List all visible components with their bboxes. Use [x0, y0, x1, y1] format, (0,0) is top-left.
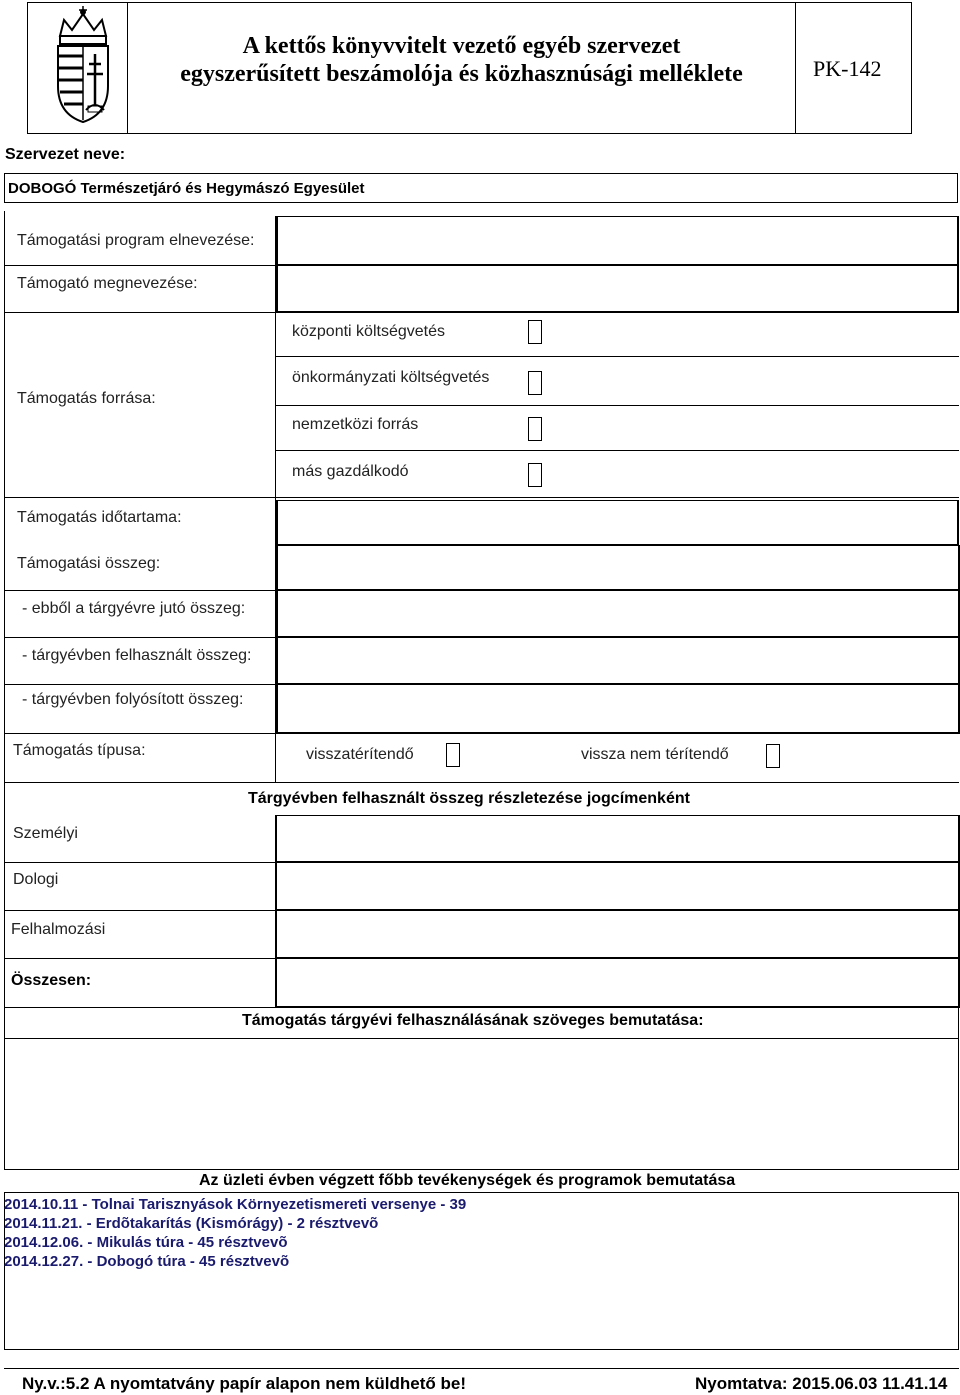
- row-separator: [4, 497, 959, 498]
- text-section-heading: Támogatás tárgyévi felhasználásának szöveges bemutatása:: [242, 1012, 704, 1029]
- amount-year-label: - ebből a tárgyévre jutó összeg:: [22, 600, 246, 617]
- activity-item: 2014.12.27. - Dobogó túra - 45 résztvevõ: [4, 1253, 290, 1270]
- source-checkbox-other-business[interactable]: [528, 463, 542, 487]
- breakdown-personal-label: Személyi: [13, 825, 78, 842]
- footer-rule: [4, 1368, 959, 1369]
- org-name-value: DOBOGÓ Természetjáró és Hegymászó Egyesület: [8, 180, 365, 197]
- program-name-label: Támogatási program elnevezése:: [17, 232, 255, 249]
- duration-label: Támogatás időtartama:: [17, 509, 182, 526]
- org-name-label: Szervezet neve:: [5, 146, 126, 163]
- amount-paid-field[interactable]: [276, 684, 960, 734]
- breakdown-heading: Tárgyévben felhasznált összeg részletezése jogcímenként: [248, 790, 690, 807]
- row-separator: [4, 637, 276, 638]
- row-separator: [4, 684, 276, 685]
- form-title: [128, 32, 795, 88]
- program-name-field[interactable]: [276, 216, 959, 266]
- breakdown-material-label: Dologi: [13, 871, 59, 888]
- text-section-field[interactable]: [4, 1038, 959, 1170]
- row-separator: [4, 958, 276, 959]
- source-option-label: központi költségvetés: [292, 323, 445, 340]
- row-separator: [4, 862, 276, 863]
- breakdown-total-label: Összesen:: [11, 972, 92, 989]
- amount-used-field[interactable]: [276, 637, 960, 685]
- type-nonrepayable-label: vissza nem térítendő: [581, 746, 729, 763]
- row-separator: [276, 356, 959, 357]
- source-checkbox-central[interactable]: [528, 320, 542, 344]
- activity-item: 2014.10.11 - Tolnai Tarisznyások Környezetismereti versenye - 39: [4, 1196, 467, 1213]
- coat-of-arms-icon: [50, 6, 116, 124]
- footer-right: Nyomtatva: 2015.06.03 11.41.14: [695, 1374, 948, 1393]
- supporter-label: Támogató megnevezése:: [17, 275, 198, 292]
- source-checkbox-municipal[interactable]: [528, 371, 542, 395]
- breakdown-total-field[interactable]: [275, 958, 960, 1008]
- activity-item: 2014.12.06. - Mikulás túra - 45 résztvevõ: [4, 1234, 288, 1251]
- amount-paid-label: - tárgyévben folyósított összeg:: [22, 691, 244, 708]
- type-label: Támogatás típusa:: [13, 742, 146, 759]
- row-separator: [4, 265, 276, 266]
- source-option-label: nemzetközi forrás: [292, 416, 419, 433]
- duration-field[interactable]: [276, 500, 959, 546]
- row-separator: [276, 405, 959, 406]
- amount-used-label: - tárgyévben felhasznált összeg:: [22, 647, 252, 664]
- breakdown-capital-label: Felhalmozási: [11, 921, 106, 938]
- breakdown-material-field[interactable]: [275, 862, 960, 911]
- type-repayable-checkbox[interactable]: [446, 743, 460, 767]
- header-divider-right: [795, 2, 796, 134]
- breakdown-personal-field[interactable]: [275, 815, 960, 863]
- activities-heading: Az üzleti évben végzett főbb tevékenységek és programok bemutatása: [199, 1172, 736, 1189]
- row-separator: [4, 590, 276, 591]
- amount-field[interactable]: [276, 545, 960, 591]
- row-separator: [4, 312, 276, 313]
- row-separator: [276, 450, 959, 451]
- source-checkbox-international[interactable]: [528, 417, 542, 441]
- amount-label: Támogatási összeg:: [17, 555, 161, 572]
- footer-left: Ny.v.:5.2 A nyomtatvány papír alapon nem küldhető be!: [22, 1374, 466, 1393]
- source-option-label: önkormányzati költségvetés: [292, 369, 490, 386]
- source-option-label: más gazdálkodó: [292, 463, 409, 480]
- activity-item: 2014.11.21. - Erdõtakarítás (Kismórágy) - 2 résztvevõ: [4, 1215, 379, 1232]
- type-repayable-label: visszatérítendő: [306, 746, 414, 763]
- source-label: Támogatás forrása:: [17, 390, 156, 407]
- breakdown-capital-field[interactable]: [275, 910, 960, 959]
- type-nonrepayable-checkbox[interactable]: [766, 744, 780, 768]
- row-separator: [4, 910, 276, 911]
- form-code: PK-142: [813, 56, 882, 81]
- form-title-line2: egyszerűsített beszámolója és közhasznúsági melléklete: [180, 61, 743, 87]
- form-title-line1: A kettős könyvvitelt vezető egyéb szervezet: [242, 33, 681, 59]
- amount-year-field[interactable]: [276, 590, 960, 638]
- supporter-field[interactable]: [276, 265, 959, 313]
- row-separator: [4, 733, 276, 734]
